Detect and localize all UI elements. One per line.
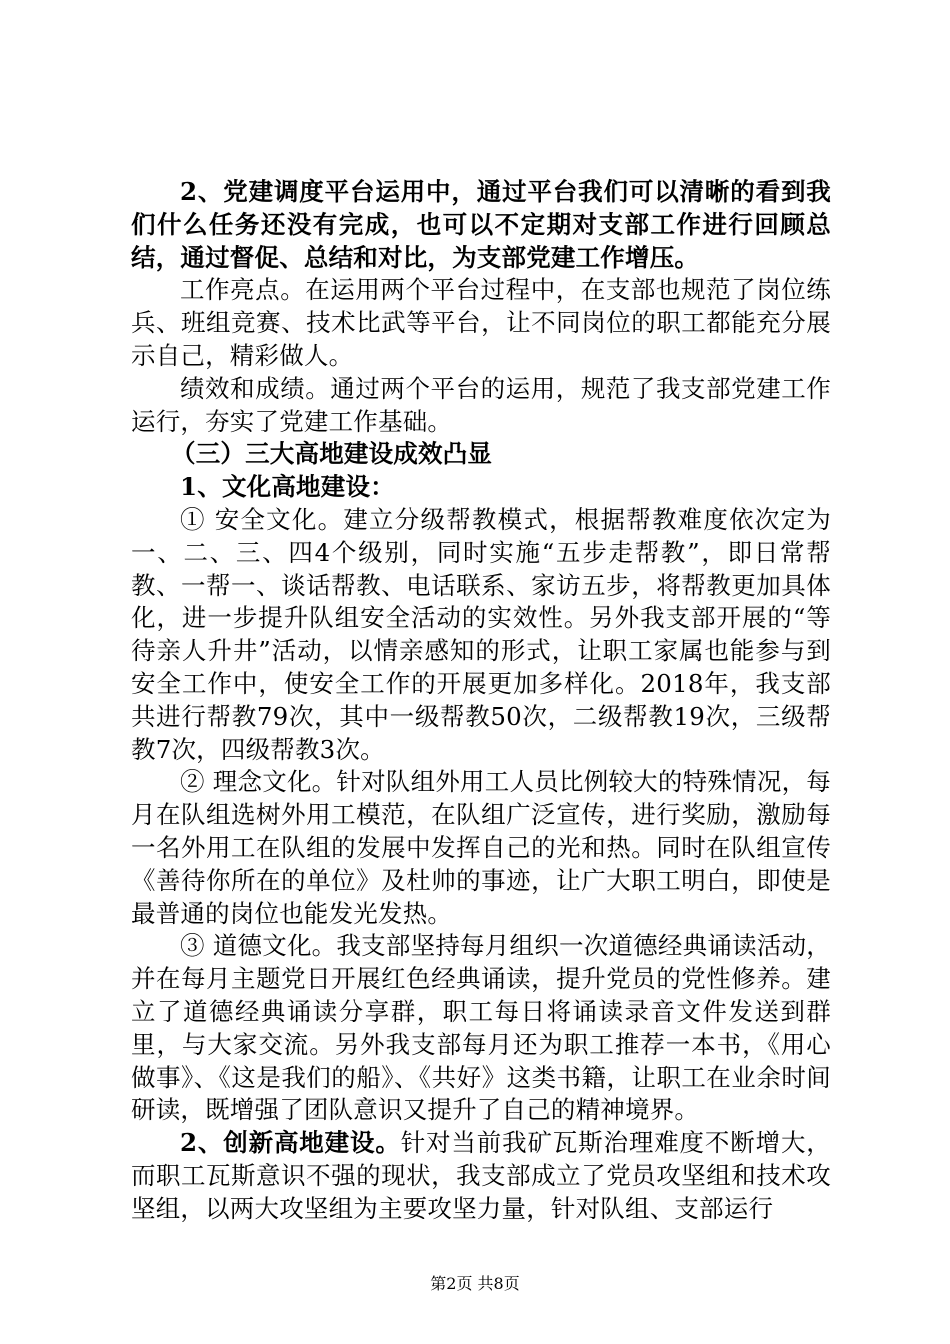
section-heading-three-highlands: （三）三大高地建设成效凸显 (171, 439, 493, 469)
page-footer: 第2页 共8页 (430, 1274, 520, 1293)
document-body (131, 176, 831, 1226)
paragraph-innovation-highland (131, 1127, 831, 1225)
paragraph-safety-culture: ① 安全文化。建立分级帮教模式，根据帮教难度依次定为一、二、三、四4个级别，同时实施“五步走帮教”，即日常帮教、一帮一、谈话帮教、电话联系、家访五步，将帮教更加具体化，进一步提升队组安全活动的实效性。另外我支部开展的“等待亲人升井”活动，以情亲感知的形式，让职工家属也能参与到安全工作中，使安全工作的开展更加多样化。2018年，我支部共进行帮教79次，其中一级帮教50次，二级帮教19次，三级帮教7次，四级帮教3次。 (131, 504, 831, 764)
innovation-highland-lead: 2、创新高地建设。 (180, 1128, 401, 1158)
paragraph-highlights: 工作亮点。在运用两个平台过程中，在支部也规范了岗位练兵、班组竞赛、技术比武等平台，让不同岗位的职工都能充分展示自己，精彩做人。 (131, 275, 831, 370)
subheading-culture-highland: 1、文化高地建设： (180, 472, 395, 502)
paragraph-concept-culture: ② 理念文化。针对队组外用工人员比例较大的特殊情况，每月在队组选树外用工模范，在队组广泛宣传，进行奖励，激励每一名外用工在队组的发展中发挥自己的光和热。同时在队组宣传《善待你所在的单位》及杜帅的事迹，让广大职工明白，即使是最普通的岗位也能发光发热。 (131, 767, 831, 928)
innovation-highland-text: 针对当前我矿瓦斯治理难度不断增大，而职工瓦斯意识不强的现状，我支部成立了党员攻坚组和技术攻坚组，以两大攻坚组为主要攻坚力量，针对队组、支部运行 (131, 1128, 831, 1223)
paragraph-platform-usage: 2、党建调度平台运用中，通过平台我们可以清晰的看到我们什么任务还没有完成，也可以不定期对支部工作进行回顾总结，通过督促、总结和对比，为支部党建工作增压。 (131, 177, 831, 272)
paragraph-moral-culture: ③ 道德文化。我支部坚持每月组织一次道德经典诵读活动，并在每月主题党日开展红色经典诵读，提升党员的党性修养。建立了道德经典诵读分享群，职工每日将诵读录音文件发送到群里，与大家交流。另外我支部每月还为职工推荐一本书，《用心做事》、《这是我们的船》、《共好》这类书籍，让职工在业余时间研读，既增强了团队意识又提升了自己的精神境界。 (131, 931, 831, 1125)
paragraph-performance: 绩效和成绩。通过两个平台的运用，规范了我支部党建工作运行，夯实了党建工作基础。 (131, 373, 831, 436)
